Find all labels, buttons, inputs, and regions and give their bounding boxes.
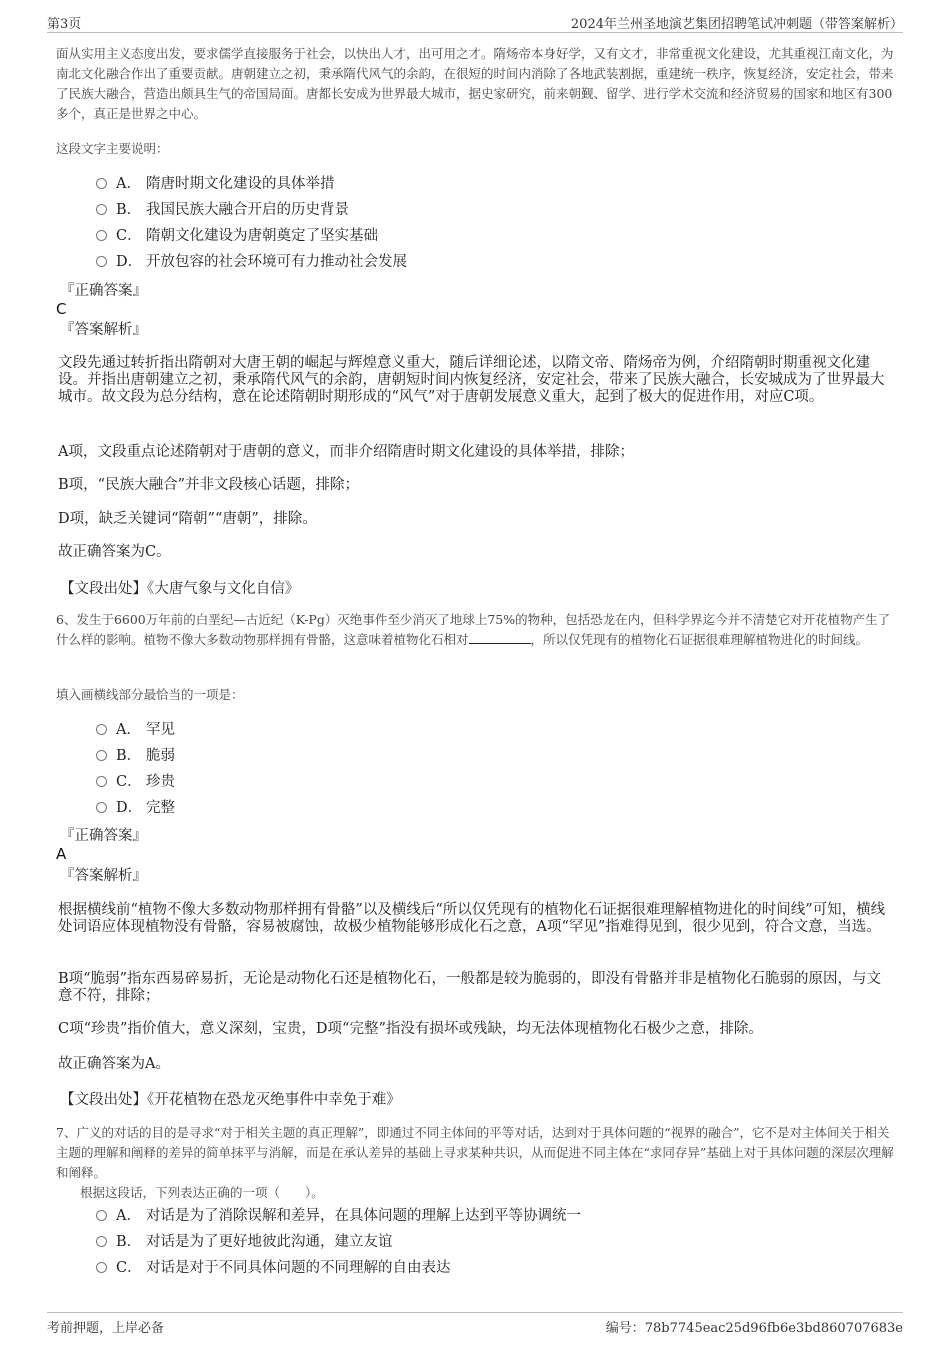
document-id: 编号：78b7745eac25d96fb6e3bd860707683e	[605, 1321, 903, 1336]
q7-prompt: 根据这段话，下列表达正确的一项（ ）。	[80, 1185, 324, 1200]
q6-conclusion: 故正确答案为A。	[58, 1056, 170, 1072]
q5-option-b[interactable]: B． 我国民族大融合开启的历史背景	[96, 199, 349, 221]
q6-stem: 6、发生于6600万年前的白垩纪—古近纪（K-Pg）灭绝事件至少消灭了地球上75%的物种，包括恐龙在内，但科学界迄今并不清楚它对开花植物产生了什么样的影响。植物不像大多数动物那样拥有骨骼，这意味着植物化石相对 ，所以仅凭现有的植物化石证据很难理解植物进化的时间线。	[56, 612, 891, 647]
q5-passage: 面从实用主义态度出发，要求儒学直接服务于社会，以快出人才，出可用之才。隋炀帝本身好学，又有文才，非常重视文化建设，尤其重视江南文化，为南北文化融合作出了重要贡献。唐朝建立之初，秉承隋代风气的余韵，在很短的时间内消除了各地武装割据，重建统一秩序，恢复经济，安定社会，带来了民族大融合，营造出颇具生气的帝国局面。唐都长安成为世界最大城市，据史家研究，前来朝觐、留学、进行学术交流和经济贸易的国家和地区有300多个，真正是世界之中心。	[56, 46, 894, 121]
radio-icon[interactable]	[96, 204, 107, 215]
q5-analysis-b: B项，“民族大融合”并非文段核心话题，排除；	[58, 477, 359, 493]
q7-option-c[interactable]: C． 对话是对于不同具体问题的不同理解的自由表达	[96, 1257, 451, 1279]
q5-analysis-a: A项，文段重点论述隋朝对于唐朝的意义，而非介绍隋唐时期文化建设的具体举措，排除；	[58, 444, 634, 460]
radio-icon[interactable]	[96, 178, 107, 189]
radio-icon[interactable]	[96, 724, 107, 735]
q5-option-c[interactable]: C． 隋朝文化建设为唐朝奠定了坚实基础	[96, 225, 378, 247]
q5-analysis-main: 文段先通过转折指出隋朝对大唐王朝的崛起与辉煌意义重大，随后详细论述，以隋文帝、隋炀帝为例，介绍隋朝时期重视文化建设。并指出唐朝建立之初，秉承隋代风气的余韵，唐朝短时间内恢复经济，安定社会，带来了民族大融合，长安城成为了世界最大城市。故文段为总分结构，意在论述隋朝时期形成的“风气”对于唐朝发展意义重大，起到了极大的促进作用，对应C项。	[58, 355, 885, 405]
page-footer	[47, 1312, 903, 1337]
q6-prompt: 填入画横线部分最恰当的一项是：	[56, 687, 244, 702]
q5-analysis-d: D项，缺乏关键词“隋朝”“唐朝”，排除。	[58, 511, 317, 527]
radio-icon[interactable]	[96, 776, 107, 787]
q6-option-c[interactable]: C． 珍贵	[96, 771, 175, 793]
q6-analysis-main: 根据横线前“植物不像大多数动物那样拥有骨骼”以及横线后“所以仅凭现有的植物化石证据很难理解植物进化的时间线”可知，横线处词语应体现植物没有骨骼，容易被腐蚀，故极少植物能够形成化石之意，A项“罕见”指难得见到，很少见到，符合文意，当选。	[58, 902, 886, 935]
q5-answer: C	[56, 300, 67, 318]
q6-option-a[interactable]: A． 罕见	[96, 719, 175, 741]
radio-icon[interactable]	[96, 750, 107, 761]
q5-prompt: 这段文字主要说明：	[56, 141, 169, 156]
radio-icon[interactable]	[96, 1210, 107, 1221]
q6-source: 【文段出处】《开花植物在恐龙灭绝事件中幸免于难》	[60, 1092, 401, 1108]
q5-conclusion: 故正确答案为C。	[58, 544, 171, 560]
q7-stem: 7、广义的对话的目的是寻求“对于相关主题的真正理解”，即通过不同主体间的平等对话，达到对于具体问题的“视界的融合”，它不是对主体间关于相关主题的理解和阐释的差异的简单抹平与消解，而是在承认差异的基础上寻求某种共识，从而促进不同主体在“求同存异”基础上对于具体问题的深层次理解和阐释。	[56, 1125, 894, 1180]
q5-answer-label: 『正确答案』	[60, 283, 147, 299]
q6-analysis-b: B项“脆弱”指东西易碎易折，无论是动物化石还是植物化石，一般都是较为脆弱的，即没有骨骼并非是植物化石脆弱的原因，与文意不符，排除；	[58, 971, 881, 1004]
q5-option-a[interactable]: A． 隋唐时期文化建设的具体举措	[96, 173, 335, 195]
page-header	[47, 10, 903, 33]
fill-blank	[469, 631, 531, 644]
document-title: 2024年兰州圣地演艺集团招聘笔试冲刺题（带答案解析）	[570, 17, 903, 32]
q6-answer-label: 『正确答案』	[60, 828, 147, 844]
q5-source: 【文段出处】《大唐气象与文化自信》	[60, 581, 300, 597]
q5-analysis-label: 『答案解析』	[60, 322, 147, 338]
q6-answer: A	[56, 845, 67, 863]
q7-option-a[interactable]: A． 对话是为了消除误解和差异，在具体问题的理解上达到平等协调统一	[96, 1205, 581, 1227]
radio-icon[interactable]	[96, 256, 107, 267]
q6-analysis-cd: C项“珍贵”指价值大，意义深刻，宝贵，D项“完整”指没有损坏或残缺，均无法体现植物化石极少之意，排除。	[58, 1021, 763, 1037]
radio-icon[interactable]	[96, 802, 107, 813]
radio-icon[interactable]	[96, 1236, 107, 1247]
q6-analysis-label: 『答案解析』	[60, 868, 147, 884]
page-number: 第3页	[47, 17, 82, 32]
q5-option-d[interactable]: D． 开放包容的社会环境可有力推动社会发展	[96, 251, 407, 273]
q6-option-b[interactable]: B． 脆弱	[96, 745, 175, 767]
footer-slogan: 考前押题，上岸必备	[47, 1321, 165, 1336]
q7-option-b[interactable]: B． 对话是为了更好地彼此沟通，建立友谊	[96, 1231, 393, 1253]
radio-icon[interactable]	[96, 1262, 107, 1273]
radio-icon[interactable]	[96, 230, 107, 241]
q6-option-d[interactable]: D． 完整	[96, 797, 175, 819]
